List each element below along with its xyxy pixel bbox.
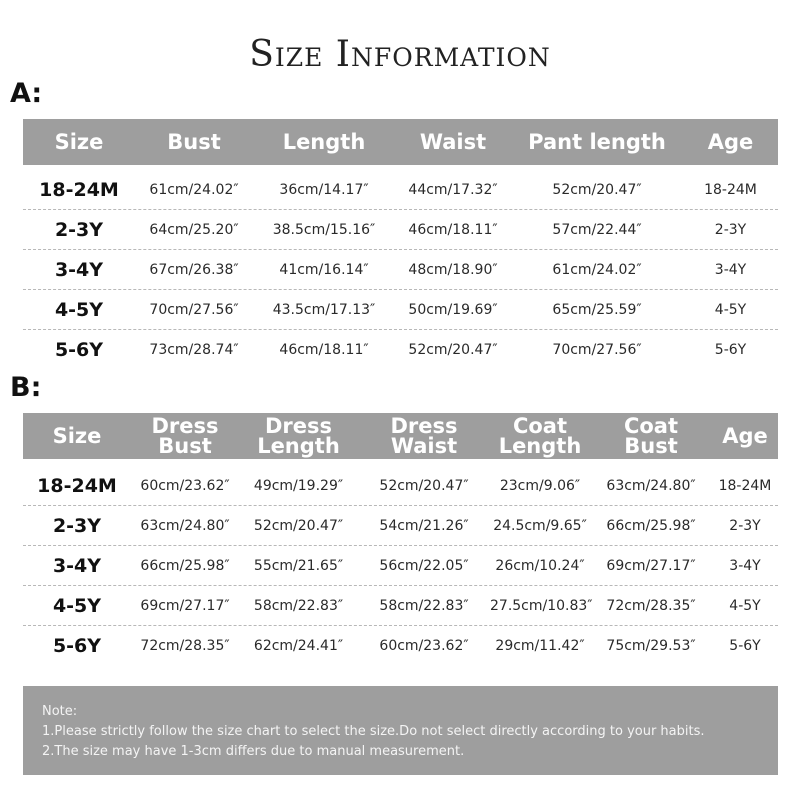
table-cell: 4-5Y bbox=[714, 301, 747, 318]
table-row bbox=[23, 210, 778, 250]
table-cell: 66cm/25.98″ bbox=[140, 557, 230, 574]
table-cell: 46cm/18.11″ bbox=[279, 342, 369, 358]
column-header-line: Bust bbox=[158, 434, 212, 458]
size-cell: 18-24M bbox=[39, 178, 119, 201]
table-cell: 72cm/28.35″ bbox=[140, 638, 230, 654]
column-header bbox=[23, 426, 131, 446]
column-header-line: Dress bbox=[264, 414, 333, 438]
table-cell: 67cm/26.38″ bbox=[149, 261, 239, 278]
table-cell: 27.5cm/10.83″ bbox=[490, 597, 593, 614]
column-header-line: Waist bbox=[390, 434, 458, 458]
table-cell: 61cm/24.02″ bbox=[149, 181, 239, 198]
column-header: Bust bbox=[167, 130, 221, 154]
table-row bbox=[23, 626, 778, 666]
table-cell: 2-3Y bbox=[714, 221, 747, 238]
size-cell: 3-4Y bbox=[54, 258, 104, 281]
column-header-line: Length bbox=[257, 434, 340, 458]
size-cell: 5-6Y bbox=[54, 339, 104, 361]
size-cell: 2-3Y bbox=[52, 514, 102, 537]
table-cell: 52cm/20.47″ bbox=[253, 517, 344, 534]
size-cell: 4-5Y bbox=[54, 298, 104, 321]
table-cell: 52cm/20.47″ bbox=[408, 342, 498, 358]
column-header bbox=[131, 416, 239, 456]
table-cell: 2-3Y bbox=[729, 517, 761, 534]
size-cell: 3-4Y bbox=[52, 554, 102, 577]
table-cell: 5-6Y bbox=[714, 342, 747, 358]
size-table-a bbox=[23, 119, 778, 370]
table-cell: 52cm/20.47″ bbox=[379, 477, 469, 494]
table-a-header bbox=[23, 119, 778, 165]
size-cell: 4-5Y bbox=[52, 594, 102, 617]
note-heading: Note: bbox=[42, 704, 78, 719]
table-row bbox=[23, 586, 778, 626]
table-cell: 58cm/22.83″ bbox=[253, 597, 344, 614]
table-b-header bbox=[23, 413, 778, 459]
table-cell: 66cm/25.98″ bbox=[606, 517, 696, 534]
table-cell: 50cm/19.69″ bbox=[408, 301, 498, 318]
column-header bbox=[590, 416, 712, 456]
table-cell: 63cm/24.80″ bbox=[606, 477, 696, 494]
table-row bbox=[23, 250, 778, 290]
table-cell: 54cm/21.26″ bbox=[379, 517, 469, 534]
table-row bbox=[23, 290, 778, 330]
column-header-line: Size bbox=[52, 424, 102, 448]
table-a-body bbox=[23, 165, 778, 370]
column-header-line: Coat bbox=[623, 414, 679, 438]
table-cell: 62cm/24.41″ bbox=[253, 638, 344, 654]
table-cell: 3-4Y bbox=[714, 261, 747, 278]
table-cell: 56cm/22.05″ bbox=[379, 557, 469, 574]
table-cell: 18-24M bbox=[704, 181, 757, 198]
note-line-2: 2.The size may have 1-3cm differs due to manual measurement. bbox=[42, 744, 465, 759]
table-cell: 3-4Y bbox=[729, 557, 761, 574]
table-cell: 58cm/22.83″ bbox=[379, 597, 469, 614]
table-cell: 65cm/25.59″ bbox=[552, 301, 642, 318]
table-cell: 70cm/27.56″ bbox=[552, 342, 642, 358]
column-header: Length bbox=[282, 130, 366, 154]
table-cell: 5-6Y bbox=[729, 638, 761, 654]
table-cell: 69cm/27.17″ bbox=[140, 597, 230, 614]
table-b-body bbox=[23, 459, 778, 666]
table-cell: 4-5Y bbox=[729, 597, 761, 614]
table-cell: 61cm/24.02″ bbox=[552, 261, 642, 278]
table-row bbox=[23, 170, 778, 210]
note-line-1: 1.Please strictly follow the size chart to select the size.Do not select directly according to your habits. bbox=[42, 724, 705, 739]
table-cell: 64cm/25.20″ bbox=[149, 221, 239, 238]
table-cell: 41cm/16.14″ bbox=[279, 261, 369, 278]
table-cell: 75cm/29.53″ bbox=[606, 638, 696, 654]
table-cell: 49cm/19.29″ bbox=[253, 477, 344, 494]
column-header bbox=[358, 416, 490, 456]
table-cell: 48cm/18.90″ bbox=[408, 261, 498, 278]
table-cell: 73cm/28.74″ bbox=[149, 342, 239, 358]
column-header bbox=[490, 416, 590, 456]
size-table-b bbox=[23, 413, 778, 666]
table-row bbox=[23, 506, 778, 546]
column-header: Waist bbox=[419, 130, 487, 154]
size-cell: 5-6Y bbox=[52, 635, 102, 657]
table-cell: 18-24M bbox=[718, 477, 772, 494]
table-cell: 38.5cm/15.16″ bbox=[272, 221, 376, 238]
table-cell: 23cm/9.06″ bbox=[499, 477, 581, 494]
size-cell: 2-3Y bbox=[54, 218, 104, 241]
table-cell: 24.5cm/9.65″ bbox=[493, 517, 587, 534]
section-a-label: A: bbox=[10, 78, 43, 109]
table-cell: 52cm/20.47″ bbox=[552, 181, 642, 198]
table-cell: 63cm/24.80″ bbox=[140, 517, 230, 534]
table-cell: 44cm/17.32″ bbox=[408, 181, 498, 198]
table-cell: 69cm/27.17″ bbox=[606, 557, 696, 574]
column-header bbox=[239, 416, 358, 456]
note-box bbox=[23, 686, 778, 775]
table-cell: 55cm/21.65″ bbox=[253, 557, 344, 574]
table-cell: 60cm/23.62″ bbox=[379, 638, 469, 654]
column-header-line: Bust bbox=[624, 434, 678, 458]
table-row bbox=[23, 466, 778, 506]
section-b-label: B: bbox=[10, 372, 42, 403]
column-header-line: Dress bbox=[151, 414, 219, 438]
table-cell: 60cm/23.62″ bbox=[140, 477, 230, 494]
column-header: Size bbox=[54, 130, 104, 154]
table-row bbox=[23, 330, 778, 370]
table-cell: 26cm/10.24″ bbox=[495, 557, 585, 574]
table-cell: 72cm/28.35″ bbox=[606, 597, 696, 614]
column-header: Pant length bbox=[528, 130, 666, 154]
column-header: Age bbox=[707, 130, 754, 154]
table-cell: 46cm/18.11″ bbox=[408, 221, 498, 238]
column-header bbox=[712, 426, 778, 446]
size-cell: 18-24M bbox=[37, 474, 117, 497]
table-cell: 57cm/22.44″ bbox=[552, 221, 642, 238]
column-header-line: Dress bbox=[390, 414, 458, 438]
column-header-line: Length bbox=[498, 434, 582, 458]
column-header-line: Coat bbox=[512, 414, 568, 438]
table-cell: 36cm/14.17″ bbox=[279, 181, 369, 198]
table-row bbox=[23, 546, 778, 586]
table-cell: 29cm/11.42″ bbox=[495, 638, 585, 654]
page-title: Size Information bbox=[249, 34, 551, 75]
table-cell: 43.5cm/17.13″ bbox=[272, 301, 376, 318]
column-header-line: Age bbox=[722, 424, 768, 448]
table-cell: 70cm/27.56″ bbox=[149, 301, 239, 318]
